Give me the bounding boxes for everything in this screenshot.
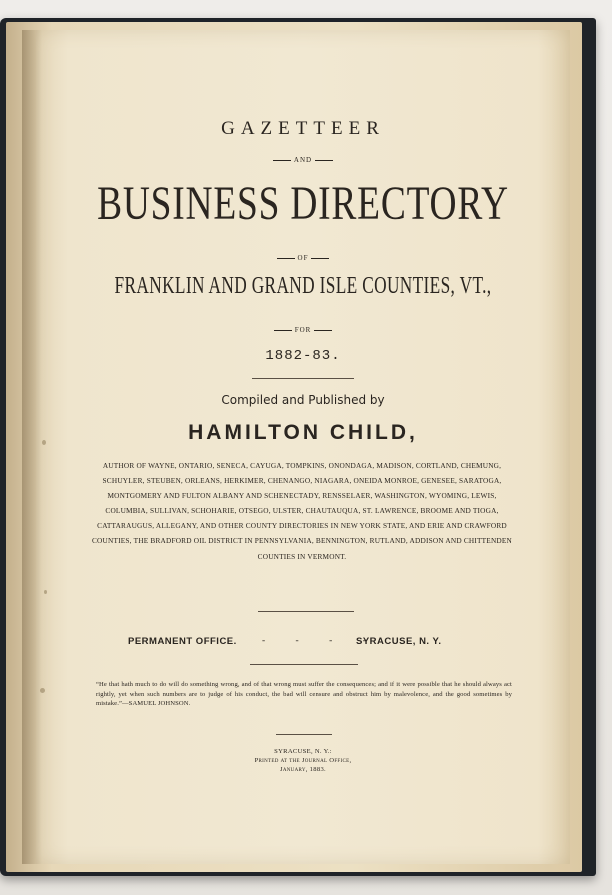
imprint-city: SYRACUSE, N. Y.: — [274, 748, 332, 755]
foxing-spot — [44, 590, 47, 594]
connector-for-text: FOR — [294, 326, 312, 334]
ornament-rule — [314, 330, 332, 331]
compiled-line: Compiled and Published by — [221, 393, 385, 407]
divider-rule — [258, 611, 354, 612]
connector-and — [36, 156, 570, 164]
heading-gazetteer: GAZETTEER — [221, 118, 385, 139]
connector-for — [36, 326, 570, 334]
author-name: HAMILTON CHILD, — [188, 421, 418, 444]
imprint-date: January, 1883. — [279, 766, 326, 773]
ornament-rule — [315, 160, 333, 161]
imprint-printer: Printed at the Journal Office, — [254, 757, 352, 764]
ornament-rule — [311, 258, 329, 259]
ornament-rule — [277, 258, 295, 259]
connector-and-text: AND — [293, 156, 313, 164]
author-bio: AUTHOR OF WAYNE, ONTARIO, SENECA, CAYUGA, TOMPKINS, ONONDAGA, MADISON, CORTLAND, CHEMUNG, SCHUYLER, STEUBEN, ORLEANS, HERKIMER, CHENANGO, NIAGARA, ONEIDA MONROE, GENESEE, SARATOGA, MONTGOMERY AND FULTON ALBANY AND SCHENECTADY, RENSSELAER, WASHINGTON, WYOMING, LEWIS, COLUMBIA, SULLIVAN, SCHOHARIE, OTSEGO, ULSTER, CHAUTAUQUA, ST. LAWRENCE, BROOME AND TIOGA, CATTARAUGUS, ALLEGANY, AND OTHER COUNTY DIRECTORIES IN NEW YORK STATE, AND ERIE AND CRAWFORD COUNTIES, THE BRADFORD OIL DISTRICT IN PENNSYLVANIA, BENNINGTON, RUTLAND, ADDISON AND CHITTENDEN COUNTIES IN VERMONT. — [91, 461, 513, 561]
foxing-spot — [40, 688, 45, 693]
connector-of-text: OF — [297, 254, 309, 262]
ornament-rule — [273, 160, 291, 161]
office-dashes: - - - - — [262, 636, 380, 646]
connector-of — [36, 254, 570, 262]
office-label: PERMANENT OFFICE. — [128, 636, 237, 647]
divider-rule — [252, 378, 354, 379]
divider-rule — [276, 734, 332, 735]
epigraph-quote: “He that hath much to do will do something wrong, and of that wrong must suffer the consequences; and if it were possible that he should always act rightly, yet when such numbers are to judge of his conduct, the bad will censure and obstruct him by malevolence, and the good sometimes by mistake.”—SAMUEL JOHNSON. — [96, 681, 512, 708]
years: 1882-83. — [265, 348, 341, 364]
ornament-rule — [274, 330, 292, 331]
divider-rule — [250, 664, 358, 665]
region-title: FRANKLIN AND GRAND ISLE COUNTIES, VT., — [114, 273, 492, 299]
heading-business-directory: BUSINESS DIRECTORY — [97, 177, 509, 230]
office-city: SYRACUSE, N. Y. — [356, 636, 442, 647]
